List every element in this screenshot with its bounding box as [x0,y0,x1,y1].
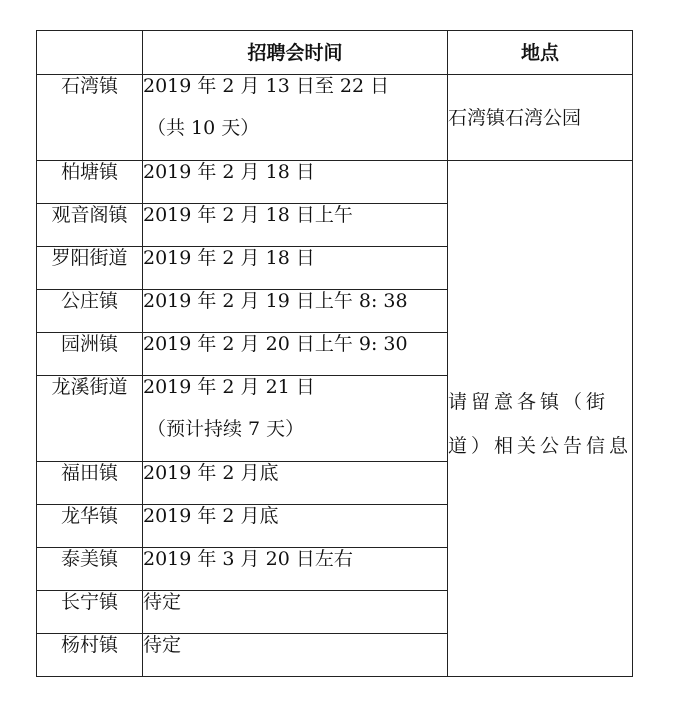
header-time-cell: 招聘会时间 [143,31,448,75]
time-cell: 2019 年 2 月 19 日上午 8: 38 [143,290,448,333]
time-cell: 2019 年 2 月 18 日 [143,161,448,204]
time-text: 2019 年 2 月 21 日 [143,376,315,398]
town-cell: 龙华镇 [37,505,143,548]
town-cell: 杨村镇 [37,634,143,677]
town-cell: 长宁镇 [37,591,143,634]
town-cell: 泰美镇 [37,548,143,591]
table-row [37,75,633,161]
time-cell: 待定 [143,591,448,634]
town-cell: 龙溪街道 [37,376,143,462]
time-cell [143,376,448,462]
town-cell: 罗阳街道 [37,247,143,290]
time-cell: 待定 [143,634,448,677]
town-cell: 福田镇 [37,462,143,505]
time-cell [143,75,448,161]
time-cell: 2019 年 2 月 18 日 [143,247,448,290]
town-cell: 柏塘镇 [37,161,143,204]
time-cell: 2019 年 2 月底 [143,505,448,548]
time-cell: 2019 年 2 月底 [143,462,448,505]
header-location-cell: 地点 [448,31,633,75]
time-cell: 2019 年 2 月 18 日上午 [143,204,448,247]
town-cell: 公庄镇 [37,290,143,333]
table-header-row [37,31,633,75]
time-cell: 2019 年 2 月 20 日上午 9: 30 [143,333,448,376]
time-text: 2019 年 2 月 13 日至 22 日 [143,75,390,97]
recruitment-schedule-table [36,30,633,677]
location-cell: 石湾镇石湾公园 [448,75,633,161]
time-note: （共 10 天） [147,117,260,139]
town-cell: 观音阁镇 [37,204,143,247]
town-cell: 石湾镇 [37,75,143,161]
header-town-cell [37,31,143,75]
time-note: （预计持续 7 天） [147,418,305,440]
time-cell: 2019 年 3 月 20 日左右 [143,548,448,591]
town-cell: 园洲镇 [37,333,143,376]
location-cell-merged: 请留意各镇（街道）相关公告信息 [448,161,633,677]
table-row [37,161,633,204]
